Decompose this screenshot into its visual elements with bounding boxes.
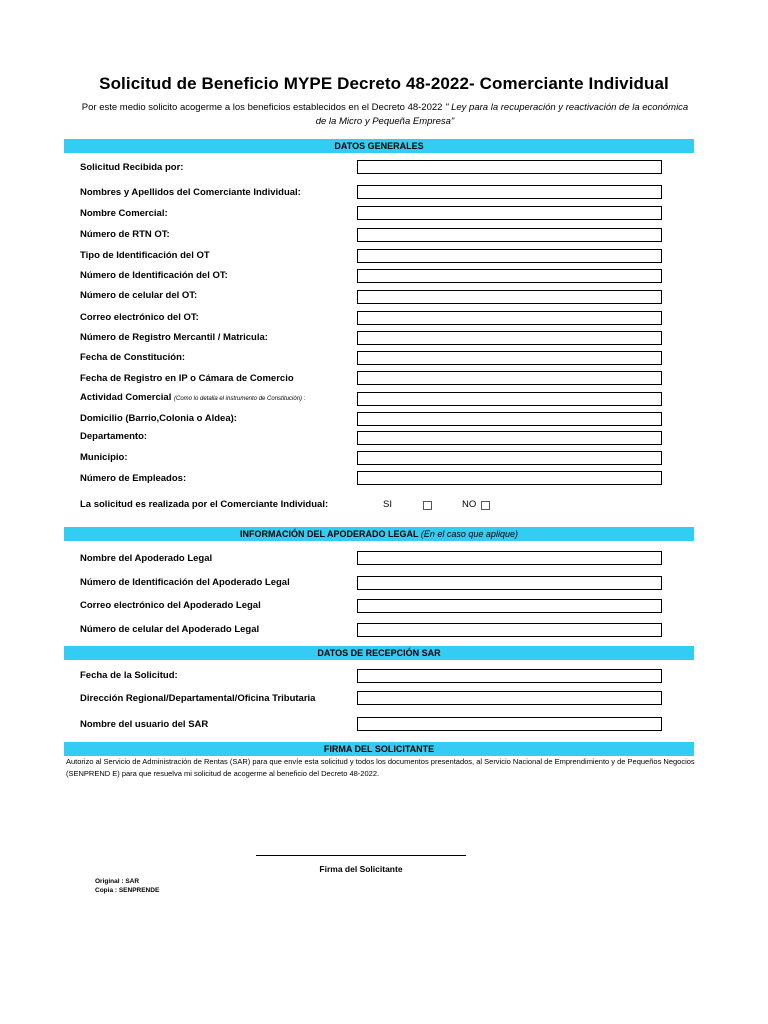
signature-label: Firma del Solicitante [319, 864, 403, 874]
legal-field-label-text: Nombre del Apoderado Legal [80, 553, 213, 564]
general-field-input[interactable] [357, 206, 662, 220]
legal-field-label [80, 553, 212, 565]
general-field-label-text: Número de Registro Mercantil / Matricula: [80, 332, 268, 343]
no-label: NO [462, 499, 477, 510]
general-field-label-text: Municipio: [80, 452, 128, 463]
general-field-label [80, 413, 237, 425]
general-field-label-text: Solicitud Recibida por: [80, 162, 184, 173]
general-field-input[interactable] [357, 269, 662, 283]
general-field-input[interactable] [357, 228, 662, 242]
general-field-input[interactable] [357, 471, 662, 485]
general-field-label-text: Departamento: [80, 431, 148, 442]
general-field-input[interactable] [357, 412, 662, 426]
general-field-input[interactable] [357, 290, 662, 304]
original-note: Original : SAR [95, 878, 140, 885]
general-field-label [80, 162, 183, 174]
reception-field-input[interactable] [357, 717, 662, 731]
general-field-label [80, 229, 170, 241]
no-checkbox[interactable] [481, 501, 490, 510]
general-field-label [80, 187, 301, 199]
general-field-label-text: Nombres y Apellidos del Comerciante Individual: [80, 187, 301, 198]
yes-checkbox[interactable] [423, 501, 432, 510]
general-field-label [80, 332, 268, 344]
legal-field-input[interactable] [357, 623, 662, 637]
reception-field-label-text: Fecha de la Solicitud: [80, 670, 178, 681]
general-field-label-text: Número de RTN OT: [80, 229, 170, 240]
general-field-input[interactable] [357, 311, 662, 325]
intro-text [80, 101, 690, 129]
authorization-text: Autorizo al Servicio de Administración de Rentas (SAR) para que envíe esta solicitud y todos los documentos presentados, al Servicio Nacional de Emprendimiento y de Pequeños Negocios (SENPREND E) para que resuelva mi solicitud de acogerme al beneficio del Decreto 48-2022. [66, 757, 695, 778]
reception-field-label [80, 670, 178, 682]
reception-field-label [80, 693, 315, 705]
general-field-label-text: Correo electrónico del OT: [80, 312, 199, 323]
legal-header-note: (En el caso que aplique) [420, 529, 518, 539]
general-field-label-text: Fecha de Registro en IP o Cámara de Comercio [80, 373, 294, 384]
reception-field-input[interactable] [357, 691, 662, 705]
legal-field-input[interactable] [357, 576, 662, 590]
general-field-label [80, 290, 197, 302]
general-field-label-text: Actividad Comercial [80, 392, 172, 403]
reception-field-label-text: Nombre del usuario del SAR [80, 719, 209, 730]
legal-field-label [80, 600, 261, 612]
legal-field-label-text: Correo electrónico del Apoderado Legal [80, 600, 261, 611]
signature-line[interactable] [256, 855, 466, 856]
copy-note: Copia : SENPRENDE [95, 887, 160, 894]
section-header-signature: FIRMA DEL SOLICITANTE [64, 742, 694, 756]
general-field-label-text: Domicilio (Barrio,Colonia o Aldea): [80, 413, 237, 424]
general-field-label-text: Número de celular del OT: [80, 290, 198, 301]
general-field-input[interactable] [357, 371, 662, 385]
legal-header-title: INFORMACIÓN DEL APODERADO LEGAL [240, 529, 419, 539]
general-field-label [80, 392, 305, 405]
general-field-input[interactable] [357, 351, 662, 365]
general-field-label [80, 473, 186, 485]
intro-statement: Por este medio solicito acogerme a los beneficios establecidos en el Decreto 48-2022 [81, 102, 443, 113]
activity-note: (Como lo detalla el instrumento de Constitución) : [173, 396, 306, 402]
reception-field-label-text: Dirección Regional/Departamental/Oficina Tributaria [80, 693, 316, 704]
page-title: Solicitud de Beneficio MYPE Decreto 48-2022- Comerciante Individual [99, 74, 669, 93]
general-field-label-text: Tipo de Identificación del OT [80, 250, 210, 261]
general-field-label-text: Nombre Comercial: [80, 208, 168, 219]
general-field-label [80, 208, 168, 220]
legal-field-input[interactable] [357, 599, 662, 613]
general-field-input[interactable] [357, 185, 662, 199]
general-field-input[interactable] [357, 451, 662, 465]
general-field-input[interactable] [357, 249, 662, 263]
general-field-label [80, 352, 185, 364]
reception-field-input[interactable] [357, 669, 662, 683]
general-field-label [80, 452, 128, 464]
section-header-general: DATOS GENERALES [64, 139, 694, 153]
legal-field-label-text: Número de Identificación del Apoderado Legal [80, 577, 290, 588]
legal-field-label [80, 577, 290, 589]
legal-field-input[interactable] [357, 551, 662, 565]
general-field-input[interactable] [357, 392, 662, 406]
general-field-label-text: Número de Empleados: [80, 473, 187, 484]
general-field-label-text: Número de Identificación del OT: [80, 270, 228, 281]
section-header-reception: DATOS DE RECEPCIÓN SAR [64, 646, 694, 660]
section-header-legal [64, 527, 694, 541]
general-field-label [80, 250, 210, 262]
general-field-label [80, 312, 199, 324]
reception-field-label [80, 719, 208, 731]
general-field-label [80, 373, 294, 385]
law-name: " Ley para la recuperación y reactivación de la económica de la Micro y Pequeña Empresa" [315, 102, 689, 127]
general-field-input[interactable] [357, 331, 662, 345]
general-field-input[interactable] [357, 431, 662, 445]
general-field-label [80, 270, 228, 282]
legal-field-label [80, 624, 259, 636]
general-field-input[interactable] [357, 160, 662, 174]
applicant-question: La solicitud es realizada por el Comerciante Individual: [80, 499, 329, 510]
general-field-label [80, 431, 147, 443]
legal-field-label-text: Número de celular del Apoderado Legal [80, 624, 260, 635]
general-field-label-text: Fecha de Constitución: [80, 352, 186, 363]
yes-label: SI [383, 499, 392, 510]
